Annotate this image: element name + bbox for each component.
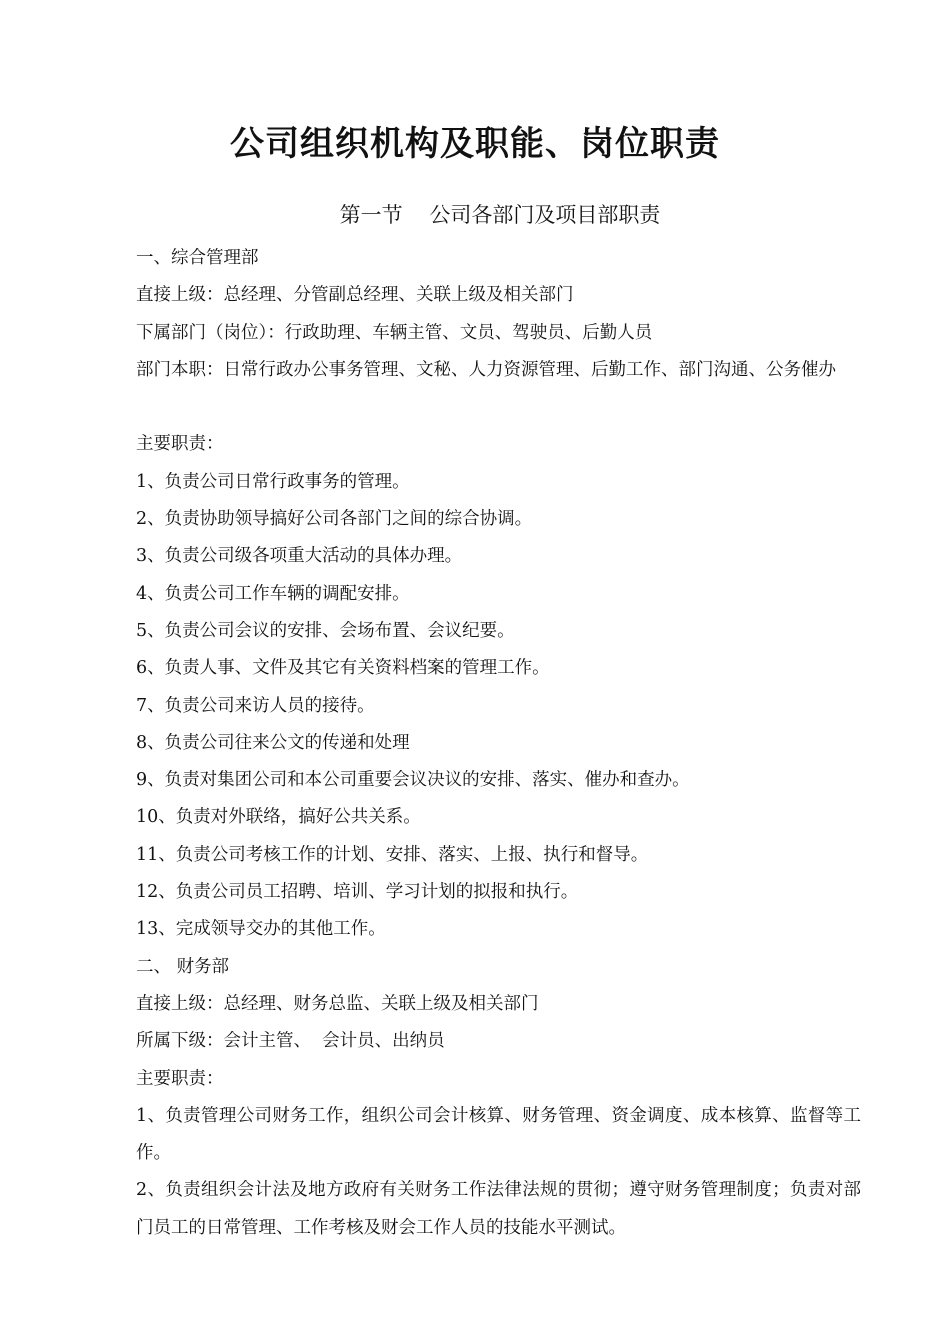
dept2-main-duties-label: 主要职责： [136,1068,224,1089]
document-title: 公司组织机构及职能、岗位职责 [230,124,720,164]
dept1-duty-item: 6、负责人事、文件及其它有关资料档案的管理工作。 [136,658,550,679]
dept-heading-finance: 二、 财务部 [136,956,230,977]
dept1-duty-item: 8、负责公司往来公文的传递和处理 [136,732,410,753]
dept2-duty-item: 1、负责管理公司财务工作，组织公司会计核算、财务管理、资金调度、成本核算、监督等工作。 [136,1105,861,1164]
dept2-duty-item: 2、负责组织会计法及地方政府有关财务工作法律法规的贯彻；遵守财务管理制度；负责对部门员工的日常管理、工作考核及财会工作人员的技能水平测试。 [136,1180,861,1238]
dept1-duty-item: 13、完成领导交办的其他工作。 [136,919,386,940]
dept2-direct-superior: 直接上级：总经理、财务总监、关联上级及相关部门 [136,993,539,1014]
dept1-duty-item: 12、负责公司员工招聘、培训、学习计划的拟报和执行。 [136,882,579,903]
dept1-duty-item: 1、负责公司日常行政事务的管理。 [136,471,410,492]
dept1-duty-item: 4、负责公司工作车辆的调配安排。 [136,583,410,604]
dept1-duty-item: 5、负责公司会议的安排、会场布置、会议纪要。 [136,620,515,641]
dept1-subordinate-positions: 下属部门（岗位）：行政助理、车辆主管、文员、驾驶员、后勤人员 [136,322,653,343]
dept1-direct-superior: 直接上级：总经理、分管副总经理、关联上级及相关部门 [136,285,574,306]
dept-heading-general-management: 一、综合管理部 [136,248,259,268]
dept1-duty-item: 7、负责公司来访人员的接待。 [136,695,375,716]
dept1-duty-item: 10、负责对外联络，搞好公共关系。 [136,807,421,828]
dept1-duty-item: 2、负责协助领导搞好公司各部门之间的综合协调。 [136,509,533,530]
dept1-duty-item: 9、负责对集团公司和本公司重要会议决议的安排、落实、催办和查办。 [136,770,690,791]
dept1-duty-item: 3、负责公司级各项重大活动的具体办理。 [136,546,463,567]
dept2-subordinates: 所属下级：会计主管、 会计员、出纳员 [136,1031,445,1052]
section-title: 第一节 公司各部门及项目部职责 [339,203,661,227]
dept1-main-duties-label: 主要职责： [136,434,224,455]
document-body [136,240,861,1247]
dept1-duty-item: 11、负责公司考核工作的计划、安排、落实、上报、执行和督导。 [136,844,649,865]
dept1-duty-scope: 部门本职：日常行政办公事务管理、文秘、人力资源管理、后勤工作、部门沟通、公务催办 [136,359,836,380]
